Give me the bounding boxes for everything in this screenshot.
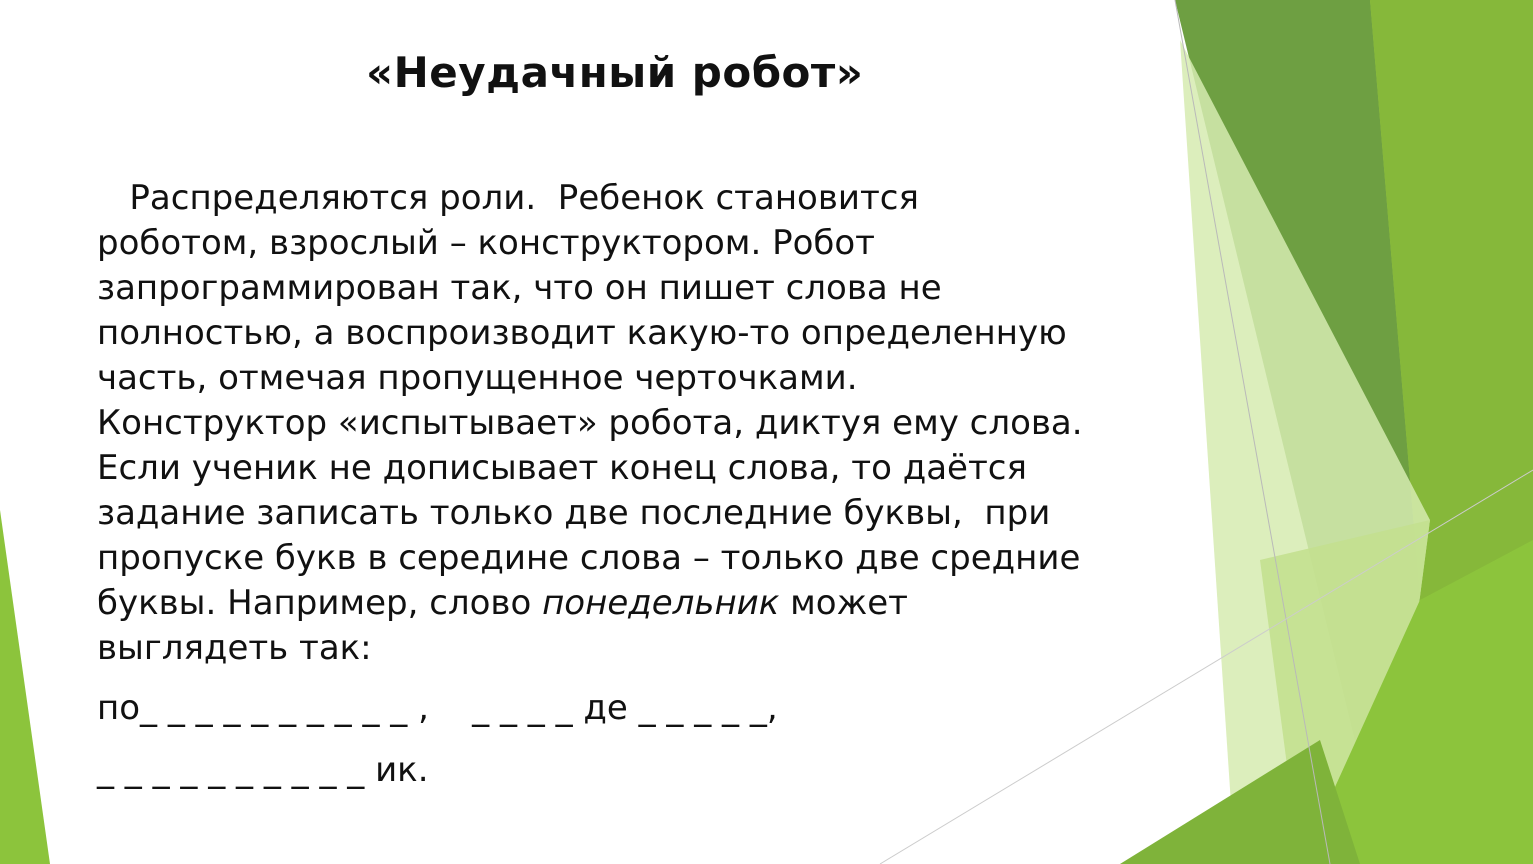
paragraph-line: пропуске букв в середине слова – только две средние (97, 538, 1081, 578)
paragraph-line-example-word (97, 581, 1177, 626)
paragraph-line: Распределяются роли. Ребенок становится (97, 178, 919, 218)
line-suffix: может (779, 583, 908, 623)
green-left-sliver (0, 510, 50, 864)
example-pattern-line-2: _ _ _ _ _ _ _ _ _ _ ик. (97, 750, 429, 790)
paragraph-line: запрограммирован так, что он пишет слова не (97, 268, 942, 308)
paragraph-line: часть, отмечая пропущенное черточками. (97, 358, 858, 398)
example-word: понедельник (542, 583, 780, 623)
paragraph-line: роботом, взрослый – конструктором. Робот (97, 223, 875, 263)
paragraph-line: Если ученик не дописывает конец слова, то даётся (97, 448, 1027, 488)
slide-title: «Неудачный робот» (366, 48, 864, 97)
slide-paragraph (97, 176, 1177, 671)
example-pattern-line-1: по_ _ _ _ _ _ _ _ _ _ , _ _ _ _ де _ _ _ _ _, (97, 688, 778, 728)
paragraph-line: Конструктор «испытывает» робота, диктуя ему слова. (97, 403, 1083, 443)
paragraph-line: задание записать только две последние буквы, при (97, 493, 1051, 533)
paragraph-line: выглядеть так: (97, 628, 372, 668)
paragraph-line: полностью, а воспроизводит какую-то определенную (97, 313, 1067, 353)
line-prefix: буквы. Например, слово (97, 583, 543, 623)
